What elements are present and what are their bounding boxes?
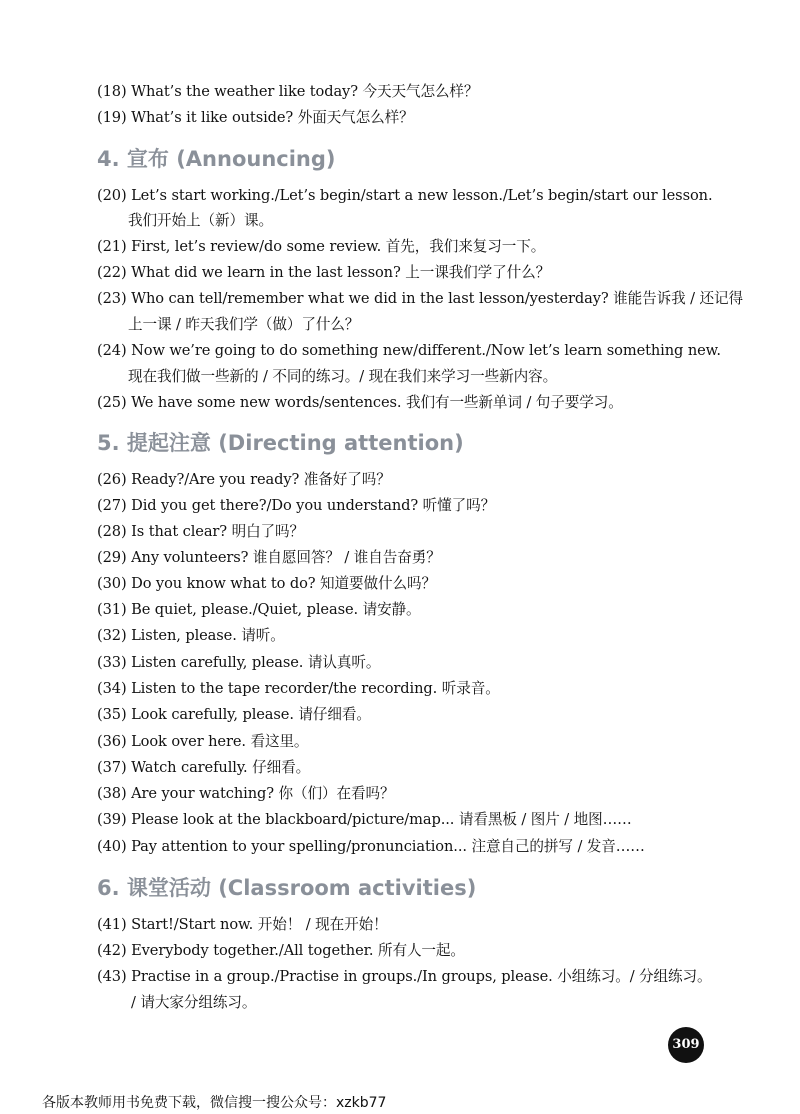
phrase-28: (28) Is that clear? 明白了吗？ bbox=[97, 523, 305, 540]
phrase-40: (40) Pay attention to your spelling/pronunciation... 注意自己的拼写 / 发音…… bbox=[97, 838, 645, 855]
phrase-24: (24) Now we’re going to do something new/different./Now let’s learn something new. bbox=[97, 342, 721, 359]
phrase-33: (33) Listen carefully, please. 请认真听。 bbox=[97, 654, 381, 671]
phrase-34: (34) Listen to the tape recorder/the recording. 听录音。 bbox=[97, 680, 500, 697]
phrase-43: (43) Practise in a group./Practise in groups./In groups, please. 小组练习。/ 分组练习。 bbox=[97, 968, 712, 985]
phrase-32: (32) Listen, please. 请听。 bbox=[97, 627, 285, 644]
phrase-37: (37) Watch carefully. 仔细看。 bbox=[97, 759, 311, 776]
phrase-26: (26) Ready?/Are you ready? 准备好了吗？ bbox=[97, 471, 391, 488]
phrase-42: (42) Everybody together./All together. 所有人一起。 bbox=[97, 942, 465, 959]
phrase-22: (22) What did we learn in the last lesson? 上一课我们学了什么？ bbox=[97, 264, 551, 281]
section-heading-classroom-activities: 6. 课堂活动 (Classroom activities) bbox=[97, 876, 477, 900]
phrase-41: (41) Start!/Start now. 开始！ / 现在开始！ bbox=[97, 916, 388, 933]
phrase-25: (25) We have some new words/sentences. 我们有一些新单词 / 句子要学习。 bbox=[97, 394, 623, 411]
phrase-43-continuation: / 请大家分组练习。 bbox=[131, 994, 257, 1011]
phrase-29: (29) Any volunteers? 谁自愿回答？ / 谁自告奋勇？ bbox=[97, 549, 441, 566]
section-heading-announcing: 4. 宣布 (Announcing) bbox=[97, 147, 336, 171]
phrase-24-translation: 现在我们做一些新的 / 不同的练习。/ 现在我们来学习一些新内容。 bbox=[128, 368, 558, 385]
phrase-30: (30) Do you know what to do? 知道要做什么吗？ bbox=[97, 575, 436, 592]
phrase-20: (20) Let’s start working./Let’s begin/start a new lesson./Let’s begin/start our lesson. bbox=[97, 187, 713, 204]
phrase-23-continuation: 上一课 / 昨天我们学（做）了什么？ bbox=[128, 316, 360, 333]
phrase-38: (38) Are your watching? 你（们）在看吗？ bbox=[97, 785, 395, 802]
phrase-27: (27) Did you get there?/Do you understand? 听懂了吗？ bbox=[97, 497, 496, 514]
phrase-35: (35) Look carefully, please. 请仔细看。 bbox=[97, 706, 371, 723]
phrase-36: (36) Look over here. 看这里。 bbox=[97, 733, 309, 750]
phrase-23: (23) Who can tell/remember what we did in the last lesson/yesterday? 谁能告诉我 / 还记得 bbox=[97, 290, 743, 307]
phrase-21: (21) First, let’s review/do some review. 首先，我们来复习一下。 bbox=[97, 238, 546, 255]
phrase-18: (18) What’s the weather like today? 今天天气怎么样？ bbox=[97, 83, 479, 100]
section-heading-directing-attention: 5. 提起注意 (Directing attention) bbox=[97, 431, 464, 455]
footer-note: 各版本教师用书免费下载，微信搜一搜公众号：xzkb77 bbox=[42, 1095, 387, 1111]
phrase-20-translation: 我们开始上（新）课。 bbox=[128, 212, 273, 229]
phrase-19: (19) What’s it like outside? 外面天气怎么样？ bbox=[97, 109, 414, 126]
page-number-badge: 309 bbox=[668, 1027, 704, 1063]
phrase-31: (31) Be quiet, please./Quiet, please. 请安静。 bbox=[97, 601, 421, 618]
phrase-39: (39) Please look at the blackboard/picture/map... 请看黑板 / 图片 / 地图…… bbox=[97, 811, 632, 828]
